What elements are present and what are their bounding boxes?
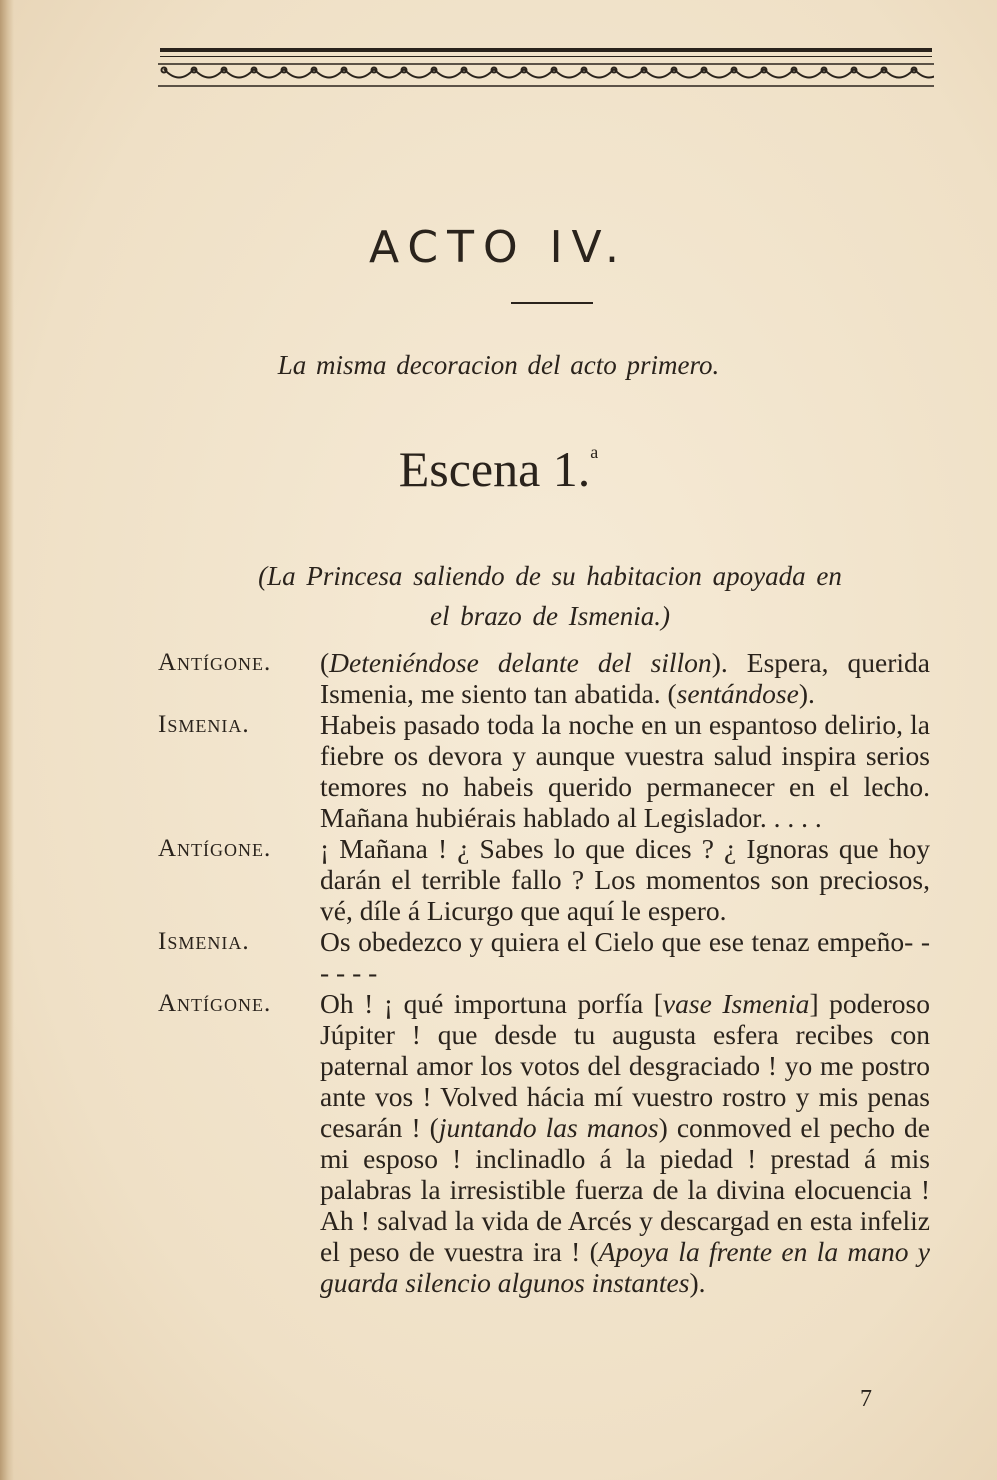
ornament-swag (314, 69, 344, 78)
stage-direction (200, 556, 900, 636)
dialogue-entry (0, 709, 997, 833)
act-title-rule (511, 302, 593, 304)
ornament-swag (494, 69, 524, 78)
stage-aside: Apoya la frente en la mano y guarda silencio algunos instantes (320, 1236, 930, 1298)
speech-segment: ¡ Mañana ! ¿ Sabes lo que dices ? ¿ Ignoras que hoy darán el terrible fallo ? Los momentos son preciosos, vé, díle á Licurgo que aquí le espero. (320, 833, 930, 926)
speech-segment: ) conmoved el pecho de mi esposo ! inclinadlo á la piedad ! prestad á mis palabras la irresistible fuerza de la divina elocuencia ! Ah ! salvad la vida de Arcés y descargad en esta infeliz el peso de vuestra ira ! ( (320, 1112, 930, 1267)
stage-aside: Deteniéndose delante del sillon (329, 647, 712, 678)
scene-heading (0, 440, 997, 498)
dialogue-entry (0, 833, 997, 926)
speech-text (320, 647, 930, 709)
ornament-swag (344, 69, 374, 78)
speaker-name: Ismenia. (158, 928, 250, 955)
ornament-swag (734, 69, 764, 78)
scene-ordinal: a (590, 442, 599, 462)
speech-segment: ( (320, 647, 330, 678)
speech-segment: Os obedezco y quiera el Cielo que ese tenaz empeño- - - - - - (320, 926, 930, 988)
stage-aside: sentándose (676, 678, 799, 709)
ornament-swag (674, 69, 704, 78)
ornament-swag (764, 69, 794, 78)
dialogue (0, 647, 997, 1298)
ornament-swag (794, 69, 824, 78)
stage-direction-line: el brazo de Ismenia.) (430, 601, 670, 631)
ornament-swag (824, 69, 854, 78)
ornament-swag (854, 69, 884, 78)
ornament-swag (434, 69, 464, 78)
ornament-swag (704, 69, 734, 78)
ornament-swag (614, 69, 644, 78)
speaker-name: Antígone. (158, 649, 272, 676)
speech-segment: ). (798, 678, 815, 709)
ornament-swag (524, 69, 554, 78)
ornament-swag (224, 69, 254, 78)
speech-text (320, 833, 930, 926)
speech-segment: Oh ! ¡ qué importuna porfía [ (320, 988, 663, 1019)
ornament-swag (884, 69, 914, 78)
ornament-swag (644, 69, 674, 78)
stage-aside: juntando las manos (438, 1112, 659, 1143)
speech-text (320, 709, 930, 833)
dialogue-entry (0, 647, 997, 709)
ornament-swag (464, 69, 494, 78)
header-thick-rule (160, 48, 932, 52)
scene-label: Escena 1. (398, 441, 591, 497)
speaker-name: Ismenia. (158, 711, 250, 738)
dialogue-entry (0, 988, 997, 1298)
dialogue-entry (0, 926, 997, 988)
stage-aside: vase Ismenia (662, 988, 810, 1019)
page-number: 7 (860, 1386, 872, 1412)
ornament-swag (164, 69, 194, 78)
ornament-swag (584, 69, 614, 78)
speech-segment: ). Espera, querida Ismenia, me siento tan abatida. ( (320, 647, 930, 709)
speech-segment: ). (689, 1267, 706, 1298)
speech-segment: ] poderoso Júpiter ! que desde tu augusta esfera recibes con paternal amor los votos del desgraciado ! yo me postro ante vos ! Volved hácia mí vuestro rostro y mis penas cesarán ! ( (320, 988, 930, 1143)
header-thin-rule (160, 56, 932, 57)
ornament-swag (254, 69, 284, 78)
ornament-swag (404, 69, 434, 78)
ornamental-border (158, 62, 934, 88)
speech-text (320, 988, 930, 1298)
decoration-note: La misma decoracion del acto primero. (277, 350, 720, 380)
speech-text (320, 926, 930, 988)
speech-segment: Habeis pasado toda la noche en un espantoso delirio, la fiebre os devora y aunque vuestra salud inspira serios temores no habeis querido permanecer en el lecho. Mañana hubiérais hablado al Legislador. . . . . (320, 709, 930, 833)
ornament-swag (374, 69, 404, 78)
speaker-name: Antígone. (158, 835, 272, 862)
ornament-swag (194, 69, 224, 78)
ornament-swag (554, 69, 584, 78)
stage-direction-line: (La Princesa saliendo de su habitacion apoyada en (258, 561, 842, 591)
act-title: ACTO IV. (369, 222, 628, 273)
speaker-name: Antígone. (158, 990, 272, 1017)
ornament-swag (284, 69, 314, 78)
